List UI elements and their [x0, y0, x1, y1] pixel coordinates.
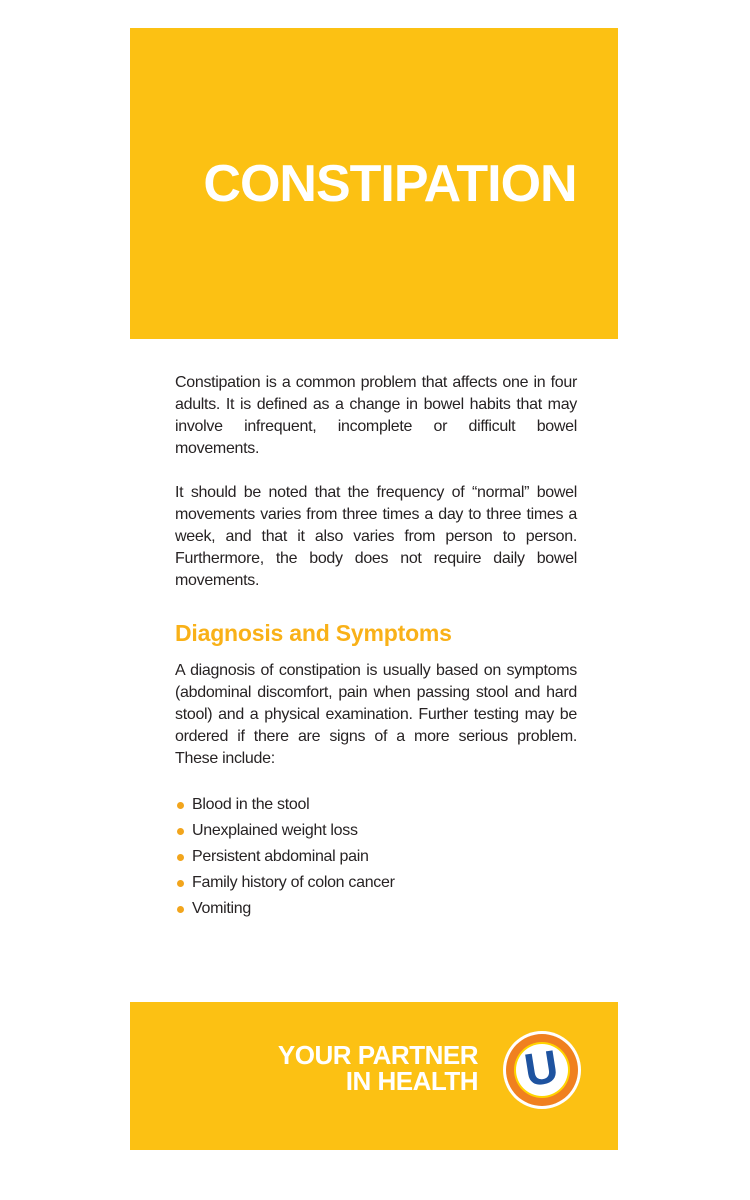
- list-item: [175, 844, 577, 870]
- list-item-label: Blood in the stool: [192, 796, 310, 813]
- tagline-line-1: YOUR PARTNER: [277, 1040, 478, 1070]
- bullet-dot-icon: [177, 802, 184, 809]
- footer-banner: [130, 1002, 618, 1150]
- body-content: [130, 339, 618, 922]
- logo-letter: U: [521, 1039, 563, 1097]
- footer-tagline: [278, 1042, 478, 1094]
- list-item: [175, 896, 577, 922]
- list-item-label: Persistent abdominal pain: [192, 848, 369, 865]
- tagline-line-2: IN HEALTH: [345, 1066, 478, 1096]
- bullet-dot-icon: [177, 880, 184, 887]
- bullet-dot-icon: [177, 828, 184, 835]
- intro-paragraph-2: It should be noted that the frequency of “normal” bowel movements varies from three times a day to three times a week, and that it also varies from person to person. Furthermore, the body does not require daily bowel movements.: [175, 484, 577, 589]
- list-item-label: Family history of colon cancer: [192, 874, 395, 891]
- intro-paragraph-1: Constipation is a common problem that affects one in four adults. It is defined as a change in bowel habits that may involve infrequent, incomplete or difficult bowel movements.: [175, 374, 577, 457]
- bullet-dot-icon: [177, 906, 184, 913]
- page-title: CONSTIPATION: [203, 154, 577, 213]
- bullet-dot-icon: [177, 854, 184, 861]
- symptom-list: [175, 792, 577, 922]
- section-paragraph: A diagnosis of constipation is usually based on symptoms (abdominal discomfort, pain when passing stool and hard stool) and a physical examination. Further testing may be ordered if there are signs of a more serious problem. These include:: [175, 662, 577, 767]
- pharmacy-logo-icon: [516, 1039, 568, 1097]
- list-item: [175, 870, 577, 896]
- list-item: [175, 792, 577, 818]
- header-banner: [130, 28, 618, 339]
- list-item-label: Unexplained weight loss: [192, 822, 358, 839]
- list-item-label: Vomiting: [192, 900, 251, 917]
- section-heading: Diagnosis and Symptoms: [175, 620, 452, 646]
- list-item: [175, 818, 577, 844]
